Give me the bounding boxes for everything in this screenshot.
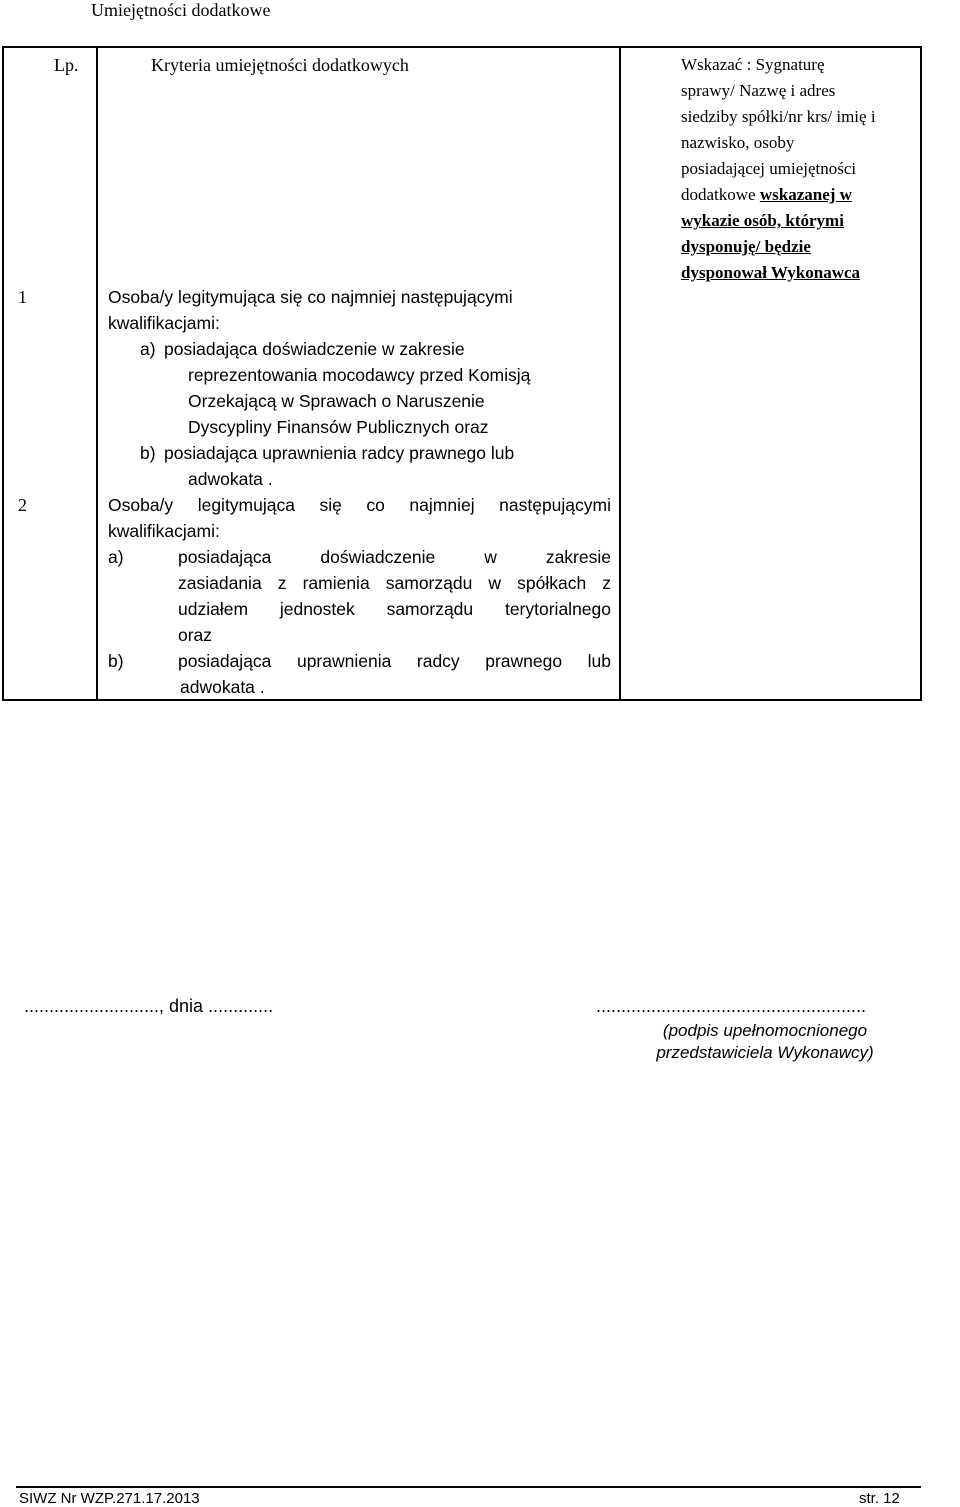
row-line: reprezentowania mocodawcy przed Komisją: [188, 365, 531, 385]
header-indicate-line: Wskazać : Sygnaturę: [681, 55, 825, 74]
list-marker: b): [140, 443, 156, 463]
table-col2-divider: [619, 46, 621, 701]
row-line: adwokata .: [188, 469, 273, 489]
header-lp: Lp.: [54, 55, 79, 75]
header-indicate-line: nazwisko, osoby: [681, 133, 795, 152]
list-marker: b): [108, 651, 124, 671]
list-text: posiadająca doświadczenie w zakresie: [164, 339, 465, 359]
header-indicate-underlined: dysponuję/ będzie: [681, 237, 811, 256]
list-item: [108, 544, 611, 570]
date-line: ..........................., dnia .............: [24, 996, 274, 1016]
row-number: 1: [18, 287, 27, 307]
signature-caption-line: (podpis upełnomocnionego: [662, 1021, 868, 1040]
table-top-border: [2, 46, 922, 48]
table-row-criteria: [108, 492, 611, 700]
header-indicate-line: sprawy/ Nazwę i adres: [681, 81, 836, 100]
list-item: [108, 648, 611, 674]
signature-caption-line: przedstawiciela Wykonawcy): [656, 1043, 874, 1062]
header-indicate-underlined: dysponował Wykonawca: [681, 263, 861, 282]
footer-page-number: str. 12: [859, 1490, 900, 1507]
row-line: kwalifikacjami:: [108, 521, 220, 541]
header-indicate-line: posiadającej umiejętności: [681, 159, 857, 178]
list-text: posiadająca uprawnienia radcy prawnego lub: [178, 651, 611, 671]
header-indicate-underlined: wskazanej w: [759, 185, 852, 204]
header-indicate-underlined: wykazie osób, którymi: [681, 211, 844, 230]
list-text: posiadająca uprawnienia radcy prawnego lub: [164, 443, 515, 463]
row-line: Orzekającą w Sprawach o Naruszenie: [188, 391, 485, 411]
row-line: Dyscypliny Finansów Publicznych oraz: [188, 417, 489, 437]
row-line: Osoba/y legitymująca się co najmniej następującymi: [108, 495, 611, 515]
table-col1-divider: [96, 46, 98, 701]
list-text: posiadająca doświadczenie w zakresie: [178, 547, 611, 567]
row-line: adwokata .: [180, 677, 265, 697]
row-line: kwalifikacjami:: [108, 313, 220, 333]
header-criteria: Kryteria umiejętności dodatkowych: [151, 55, 409, 75]
row-number: 2: [18, 495, 27, 515]
signature-caption: [640, 1020, 890, 1064]
table-left-border: [2, 46, 4, 701]
section-title: Umiejętności dodatkowe: [91, 0, 271, 20]
list-item: [108, 440, 613, 466]
list-item: [108, 336, 613, 362]
signature-line: ......................................................: [596, 996, 867, 1016]
row-line: zasiadania z ramienia samorządu w spółkach z: [178, 573, 611, 593]
table-right-border: [920, 46, 922, 701]
list-marker: a): [108, 547, 124, 567]
header-indicate-text: dodatkowe: [681, 185, 760, 204]
row-line: udziałem jednostek samorządu terytorialnego: [178, 599, 611, 619]
footer-rule: [16, 1486, 921, 1488]
row-line: Osoba/y legitymująca się co najmniej następującymi: [108, 287, 513, 307]
footer-document-number: SIWZ Nr WZP.271.17.2013: [19, 1490, 200, 1507]
table-row-criteria: [108, 284, 613, 492]
list-marker: a): [140, 339, 156, 359]
header-indicate-line: [681, 260, 913, 286]
row-line: oraz: [178, 625, 213, 645]
header-indicate-line: [681, 182, 913, 208]
header-indicate-line: siedziby spółki/nr krs/ imię i: [681, 107, 876, 126]
header-indicate: [681, 52, 913, 286]
